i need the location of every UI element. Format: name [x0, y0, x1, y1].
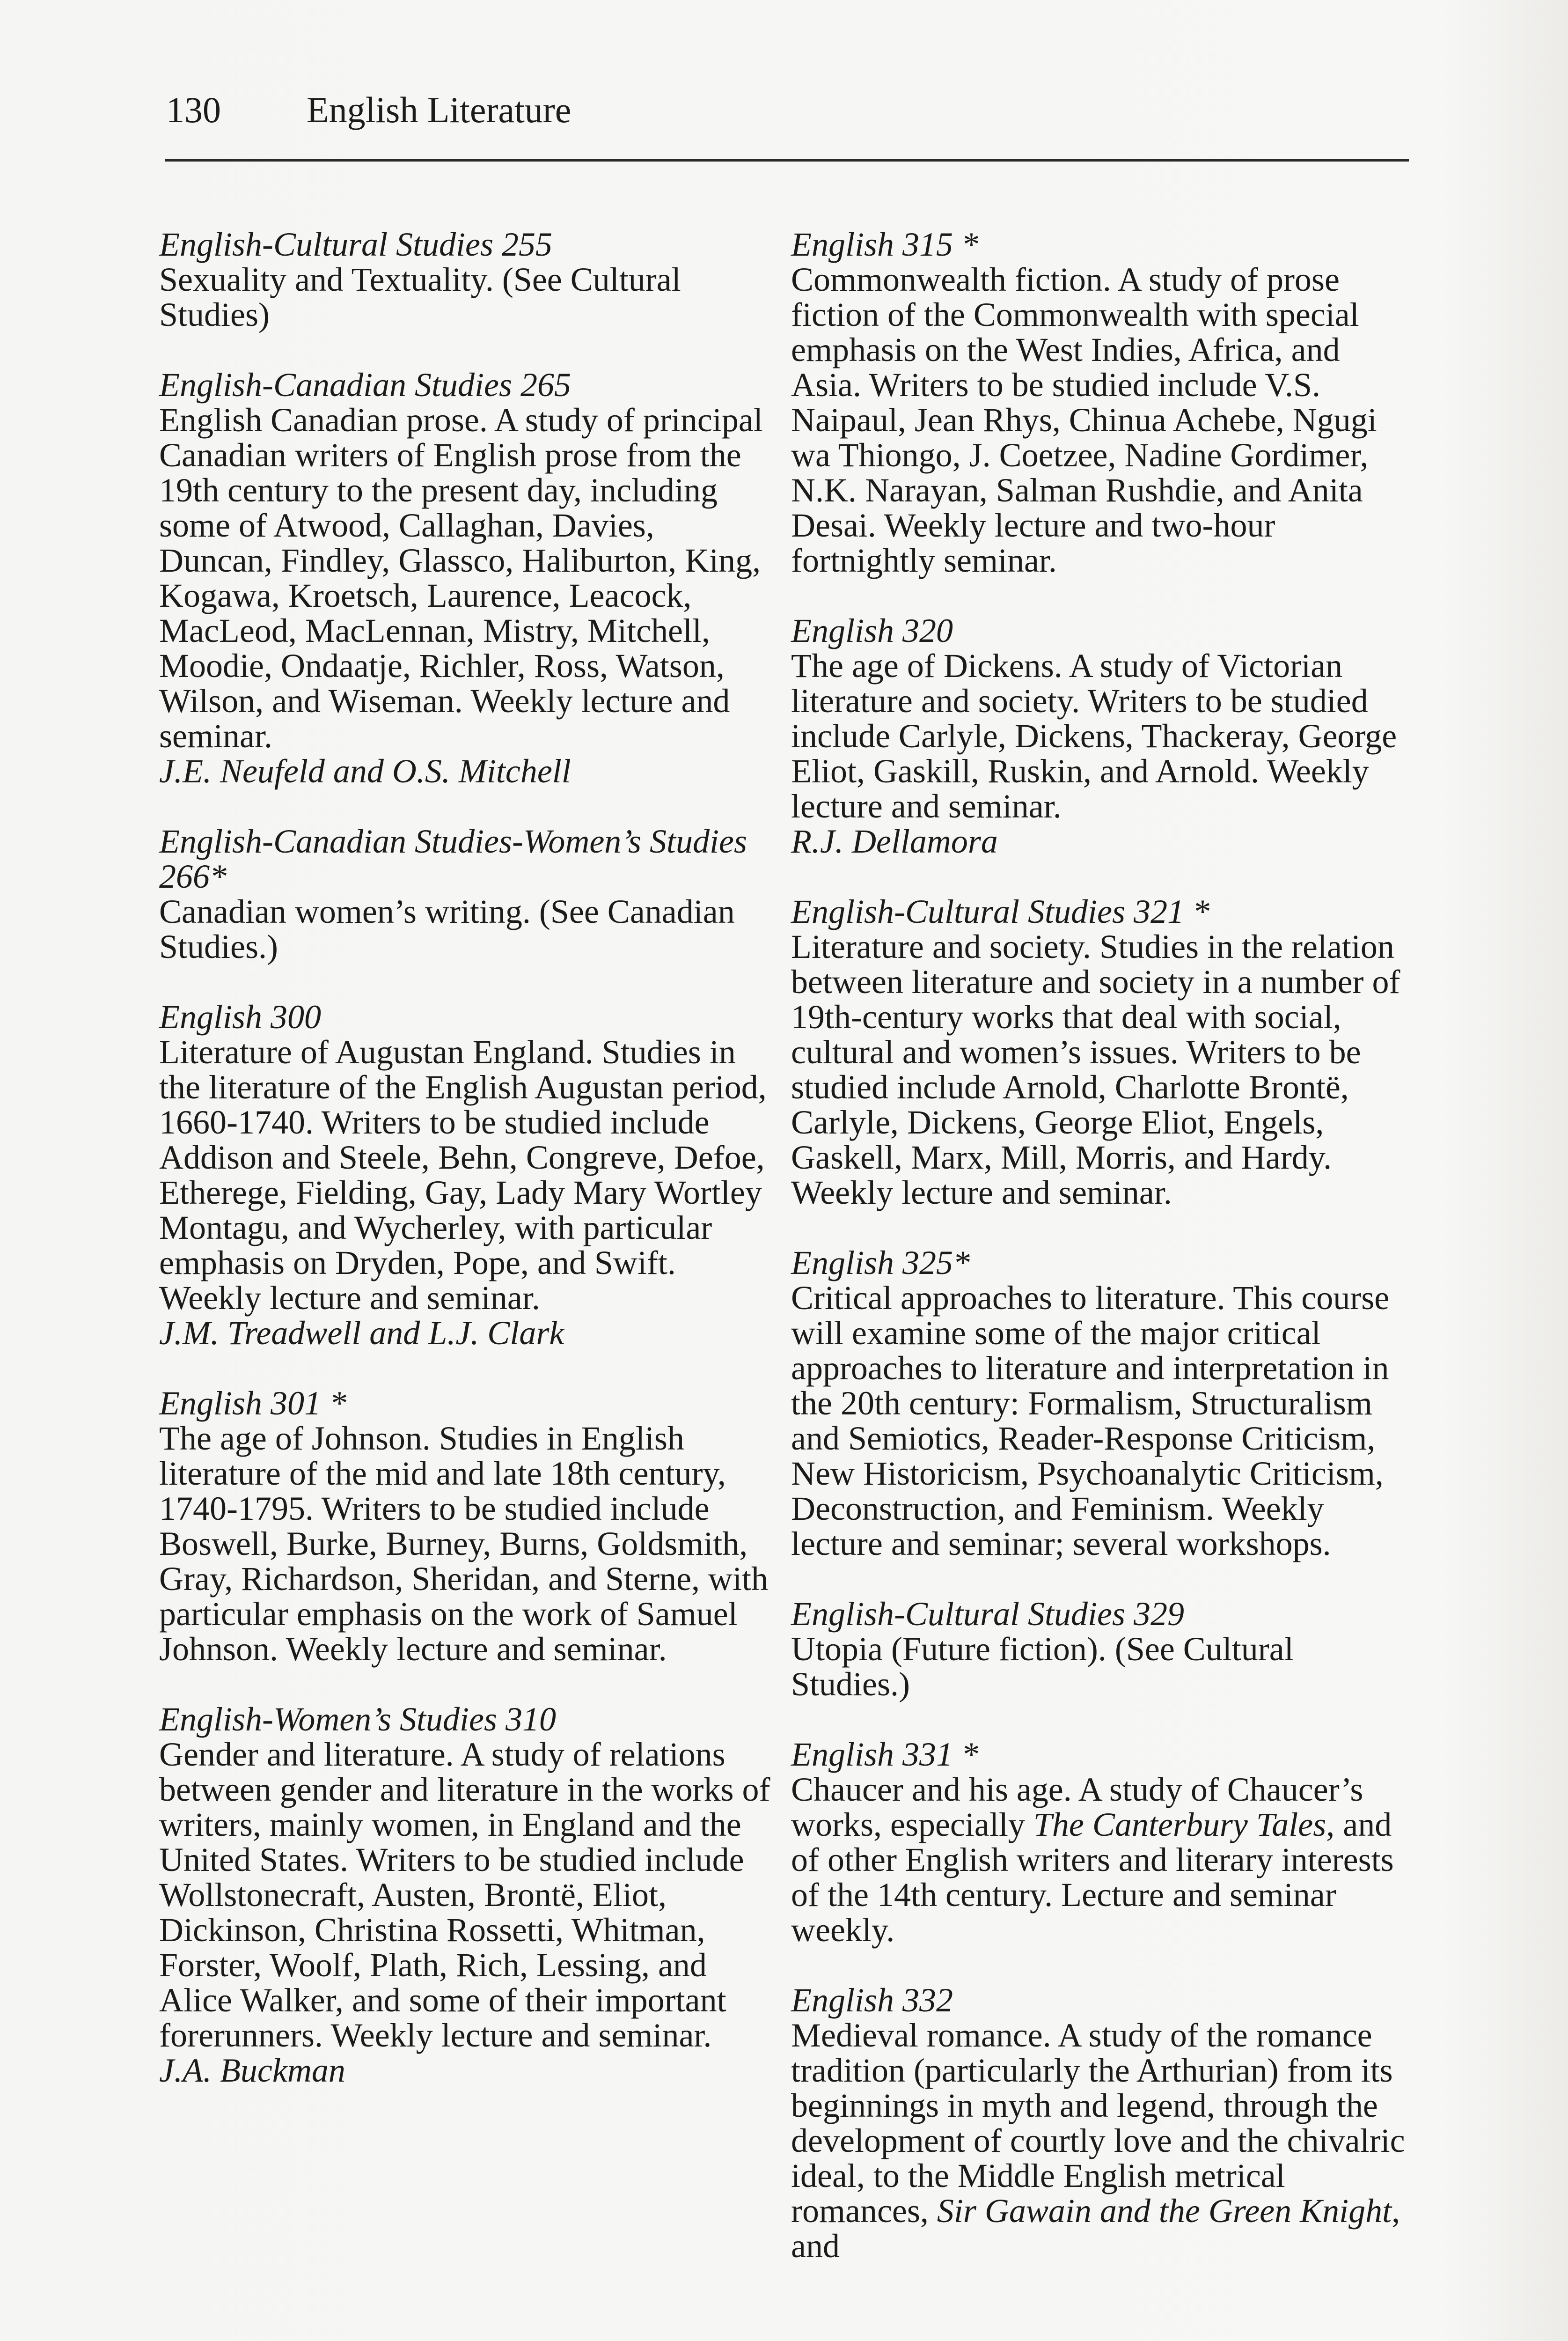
course-description: Literature of Augustan England. Studies in the literature of the English Augustan period, 1660-1740. Writers to be studied include Addison and Steele, Behn, Congreve, Defoe, Etherege, Fielding, Gay, Lady Mary Wortley Montagu, and Wycherley, with particular emphasis on Dryden, Pope, and Swift. Weekly lecture and seminar.: [159, 1033, 767, 1317]
description-text: , and: [791, 2192, 1400, 2265]
course-title: English-Cultural Studies 321 *: [791, 893, 1210, 930]
course-description: Sexuality and Textuality. (See Cultural Studies): [159, 261, 681, 333]
right-column: [791, 227, 1409, 2264]
course-title: English 332: [791, 1981, 953, 2019]
course-description: Canadian women’s writing. (See Canadian Studies.): [159, 893, 735, 965]
course-description: Gender and literature. A study of relations between gender and literature in the works of writers, mainly women, in England and the United States. Writers to be studied include Wollstonecraft, Austen, Brontë, Eliot, Dickinson, Christina Rossetti, Whitman, Forster, Woolf, Plath, Rich, Lessing, and Alice Walker, and some of their important forerunners. Weekly lecture and seminar.: [159, 1736, 770, 2054]
course-title: English 331 *: [791, 1736, 979, 1773]
course-instructor: J.A. Buckman: [159, 2052, 345, 2089]
course-entry: [791, 613, 1409, 859]
course-description: The age of Johnson. Studies in English literature of the mid and late 18th century, 1740-1795. Writers to be studied include Boswell, Burke, Burney, Burns, Goldsmith, Gray, Richardson, Sheridan, and Sterne, with particular emphasis on the work of Samuel Johnson. Weekly lecture and seminar.: [159, 1420, 769, 1668]
course-instructor: J.E. Neufeld and O.S. Mitchell: [159, 752, 571, 790]
course-entry: [159, 1000, 772, 1351]
description-text: Chaucer and his age. A study of Chaucer’s works, especially: [791, 1771, 1363, 1843]
course-description: Commonwealth fiction. A study of prose fiction of the Commonwealth with special emphasis on the West Indies, Africa, and Asia. Writers to be studied include V.S. Naipaul, Jean Rhys, Chinua Achebe, Ngugi wa Thiongo, J. Coetzee, Nadine Gordimer, N.K. Narayan, Salman Rushdie, and Anita Desai. Weekly lecture and two-hour fortnightly seminar.: [791, 261, 1377, 579]
course-title: English-Cultural Studies 329: [791, 1595, 1185, 1633]
course-description: Utopia (Future fiction). (See Cultural Studies.): [791, 1630, 1294, 1703]
course-entry: [791, 894, 1409, 1210]
course-entry: [791, 1983, 1409, 2264]
course-entry: [791, 1245, 1409, 1561]
course-entry: [159, 368, 772, 789]
course-title: English-Canadian Studies 265: [159, 366, 571, 404]
course-description: [791, 2018, 1409, 2264]
work-title: The Canterbury Tales: [1033, 1806, 1326, 1843]
course-description: English Canadian prose. A study of principal Canadian writers of English prose from the 19th century to the present day, including some of Atwood, Callaghan, Davies, Duncan, Findley, Glassco, Haliburton, King, Kogawa, Kroetsch, Laurence, Leacock, MacLeod, MacLennan, Mistry, Mitchell, Moodie, Ondaatje, Richler, Ross, Watson, Wilson, and Wiseman. Weekly lecture and seminar.: [159, 401, 763, 755]
section-title: English Literature: [307, 89, 572, 130]
description-text: , and of other English writers and literary interests of the 14th century. Lecture and seminar weekly.: [791, 1806, 1394, 1949]
course-description: The age of Dickens. A study of Victorian literature and society. Writers to be studied include Carlyle, Dickens, Thackeray, George Eliot, Gaskill, Ruskin, and Arnold. Weekly lecture and seminar.: [791, 647, 1397, 825]
header-rule: [165, 159, 1409, 162]
course-title: English-Canadian Studies-Women’s Studies 266*: [159, 823, 747, 895]
course-title: English 301 *: [159, 1384, 347, 1422]
running-header: [166, 84, 1407, 136]
course-title: English 325*: [791, 1244, 970, 1281]
course-title: English 320: [791, 612, 953, 649]
work-title: Sir Gawain and the Green Knight: [937, 2192, 1392, 2230]
course-title: English 315 *: [791, 226, 979, 263]
course-description: [791, 1772, 1409, 1948]
course-title: English 300: [159, 998, 322, 1036]
course-instructor: R.J. Dellamora: [791, 823, 998, 860]
course-entry: [791, 227, 1409, 578]
course-instructor: J.M. Treadwell and L.J. Clark: [159, 1314, 564, 1352]
course-entry: [159, 1702, 772, 2088]
course-description: Critical approaches to literature. This course will examine some of the major critical approaches to literature and interpretation in the 20th century: Formalism, Structuralism and Semiotics, Reader-Response Criticism, New Historicism, Psychoanalytic Criticism, Deconstruction, and Feminism. Weekly lecture and seminar; several workshops.: [791, 1279, 1390, 1562]
course-entry: [159, 227, 772, 332]
page-number: 130: [166, 89, 221, 130]
course-entry: [791, 1597, 1409, 1702]
description-text: Medieval romance. A study of the romance tradition (particularly the Arthurian) from its beginnings in myth and legend, through the development of courtly love and the chivalric ideal, to the Middle English metrical romances,: [791, 2017, 1405, 2230]
course-title: English-Women’s Studies 310: [159, 1701, 557, 1738]
course-description: Literature and society. Studies in the relation between literature and society in a number of 19th-century works that deal with social, cultural and women’s issues. Writers to be studied include Arnold, Charlotte Brontë, Carlyle, Dickens, George Eliot, Engels, Gaskell, Marx, Mill, Morris, and Hardy. Weekly lecture and seminar.: [791, 928, 1400, 1211]
left-column: [159, 227, 772, 2123]
course-entry: [159, 824, 772, 964]
course-title: English-Cultural Studies 255: [159, 226, 553, 263]
course-entry: [791, 1737, 1409, 1948]
course-entry: [159, 1386, 772, 1667]
